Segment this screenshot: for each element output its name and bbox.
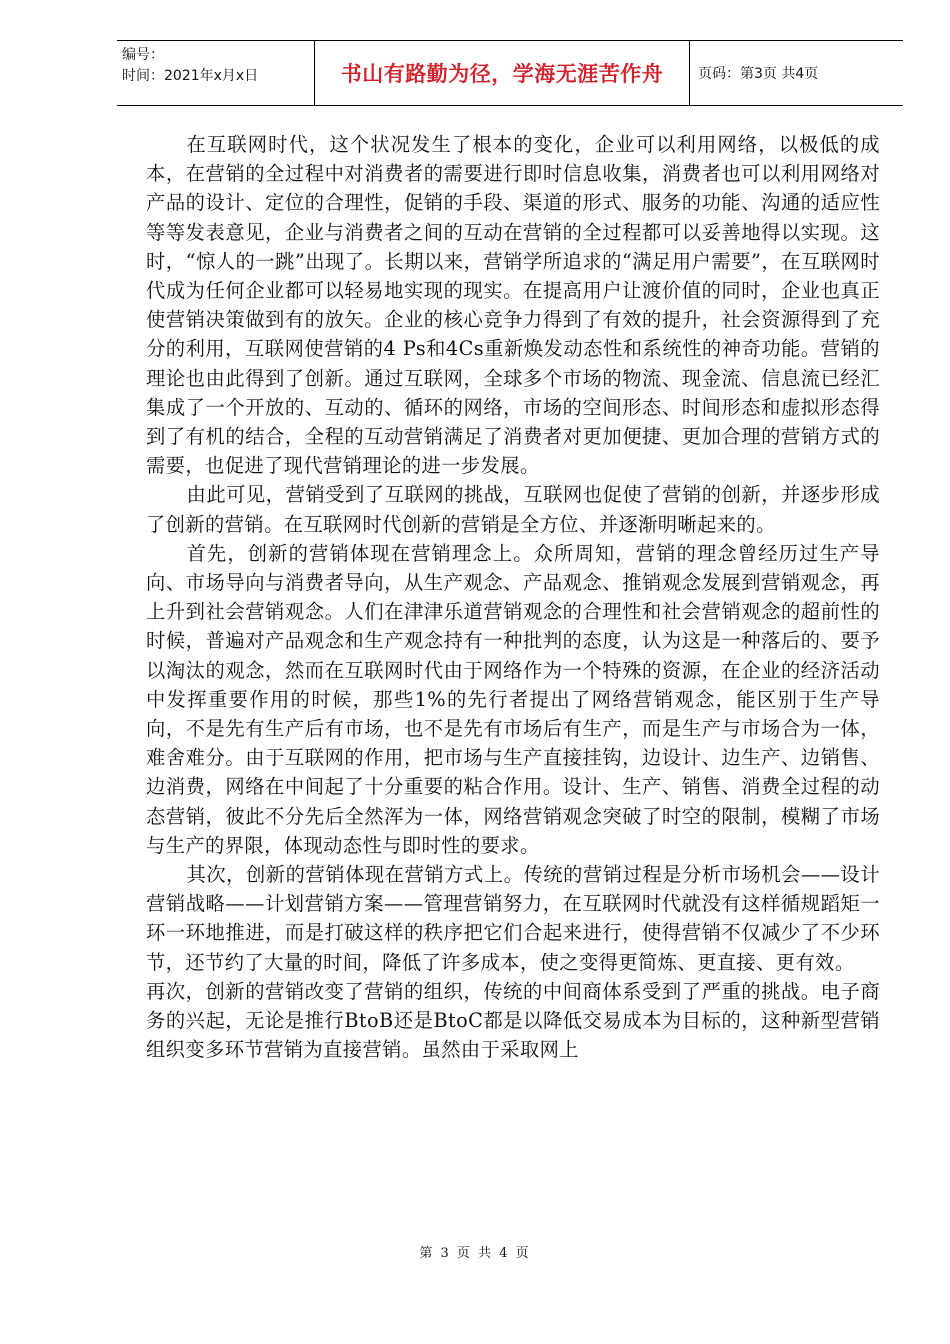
- page-footer: 第 3 页 共 4 页: [419, 1246, 531, 1261]
- document-time-label: 时间：2021年x月x日: [122, 68, 259, 84]
- paragraph-2: 由此可见，营销受到了互联网的挑战，互联网也促使了营销的创新，并逐步形成了创新的营销。在互联网时代创新的营销是全方位、并逐渐明晰起来的。: [146, 483, 880, 536]
- paragraph-1: 在互联网时代，这个状况发生了根本的变化，企业可以利用网络，以极低的成本，在营销的全过程中对消费者的需要进行即时信息收集，消费者也可以利用网络对产品的设计、定位的合理性，促销的手段、渠道的形式、服务的功能、沟通的适应性等等发表意见，企业与消费者之间的互动在营销的全过程都可以妥善地得以实现。这时，“惊人的一跳”出现了。长期以来，营销学所追求的“满足用户需要”，在互联网时代成为任何企业都可以轻易地实现的现实。在提高用户让渡价值的同时，企业也真正使营销决策做到有的放矢。企业的核心竞争力得到了有效的提升，社会资源得到了充分的利用，互联网使营销的4 Ps和4Cs重新焕发动态性和系统性的神奇功能。营销的理论也由此得到了创新。通过互联网，全球多个市场的物流、现金流、信息流已经汇集成了一个开放的、互动的、循环的网络，市场的空间形态、时间形态和虚拟形态得到了有机的结合，全程的互动营销满足了消费者对更加便捷、更加合理的营销方式的需要，也促进了现代营销理论的进一步发展。: [146, 133, 880, 478]
- header-page-info: 页码：第3页 共4页: [698, 66, 819, 82]
- paragraph-5: 再次，创新的营销改变了营销的组织，传统的中间商体系受到了严重的挑战。电子商务的兴起，无论是推行BtoB还是BtoC都是以降低交易成本为目标的，这种新型营销组织变多环节营销为直接营销。虽然由于采取网上: [146, 979, 880, 1062]
- paragraph-3: 首先，创新的营销体现在营销理念上。众所周知，营销的理念曾经历过生产导向、市场导向与消费者导向，从生产观念、产品观念、推销观念发展到营销观念，再上升到社会营销观念。人们在津津乐道营销观念的合理性和社会营销观念的超前性的时候，普遍对产品观念和生产观念持有一种批判的态度，认为这是一种落后的、要予以淘汰的观念，然而在互联网时代由于网络作为一个特殊的资源，在企业的经济活动中发挥重要作用的时候，那些1%的先行者提出了网络营销观念，能区别于生产导向，不是先有生产后有市场，也不是先有市场后有生产，而是生产与市场合为一体，难舍难分。由于互联网的作用，把市场与生产直接挂钩，边设计、边生产、边销售、边消费，网络在中间起了十分重要的粘合作用。设计、生产、销售、消费全过程的动态营销，彼此不分先后全然浑为一体，网络营销观念突破了时空的限制，模糊了市场与生产的界限，体现动态性与即时性的要求。: [146, 541, 880, 857]
- document-number-label: 编号：: [122, 47, 164, 63]
- header-motto: 书山有路勤为径，学海无涯苦作舟: [315, 41, 690, 105]
- document-body: [146, 130, 880, 1065]
- paragraph-4: 其次，创新的营销体现在营销方式上。传统的营销过程是分析市场机会——设计营销战略——计划营销方案——管理营销努力，在互联网时代就没有这样循规蹈矩一环一环地推进，而是打破这样的秩序把它们合起来进行，使得营销不仅减少了不少环节，还节约了大量的时间，降低了许多成本，使之变得更简炼、更直接、更有效。: [146, 863, 880, 974]
- header-meta: [117, 41, 315, 105]
- page-header: [117, 40, 903, 106]
